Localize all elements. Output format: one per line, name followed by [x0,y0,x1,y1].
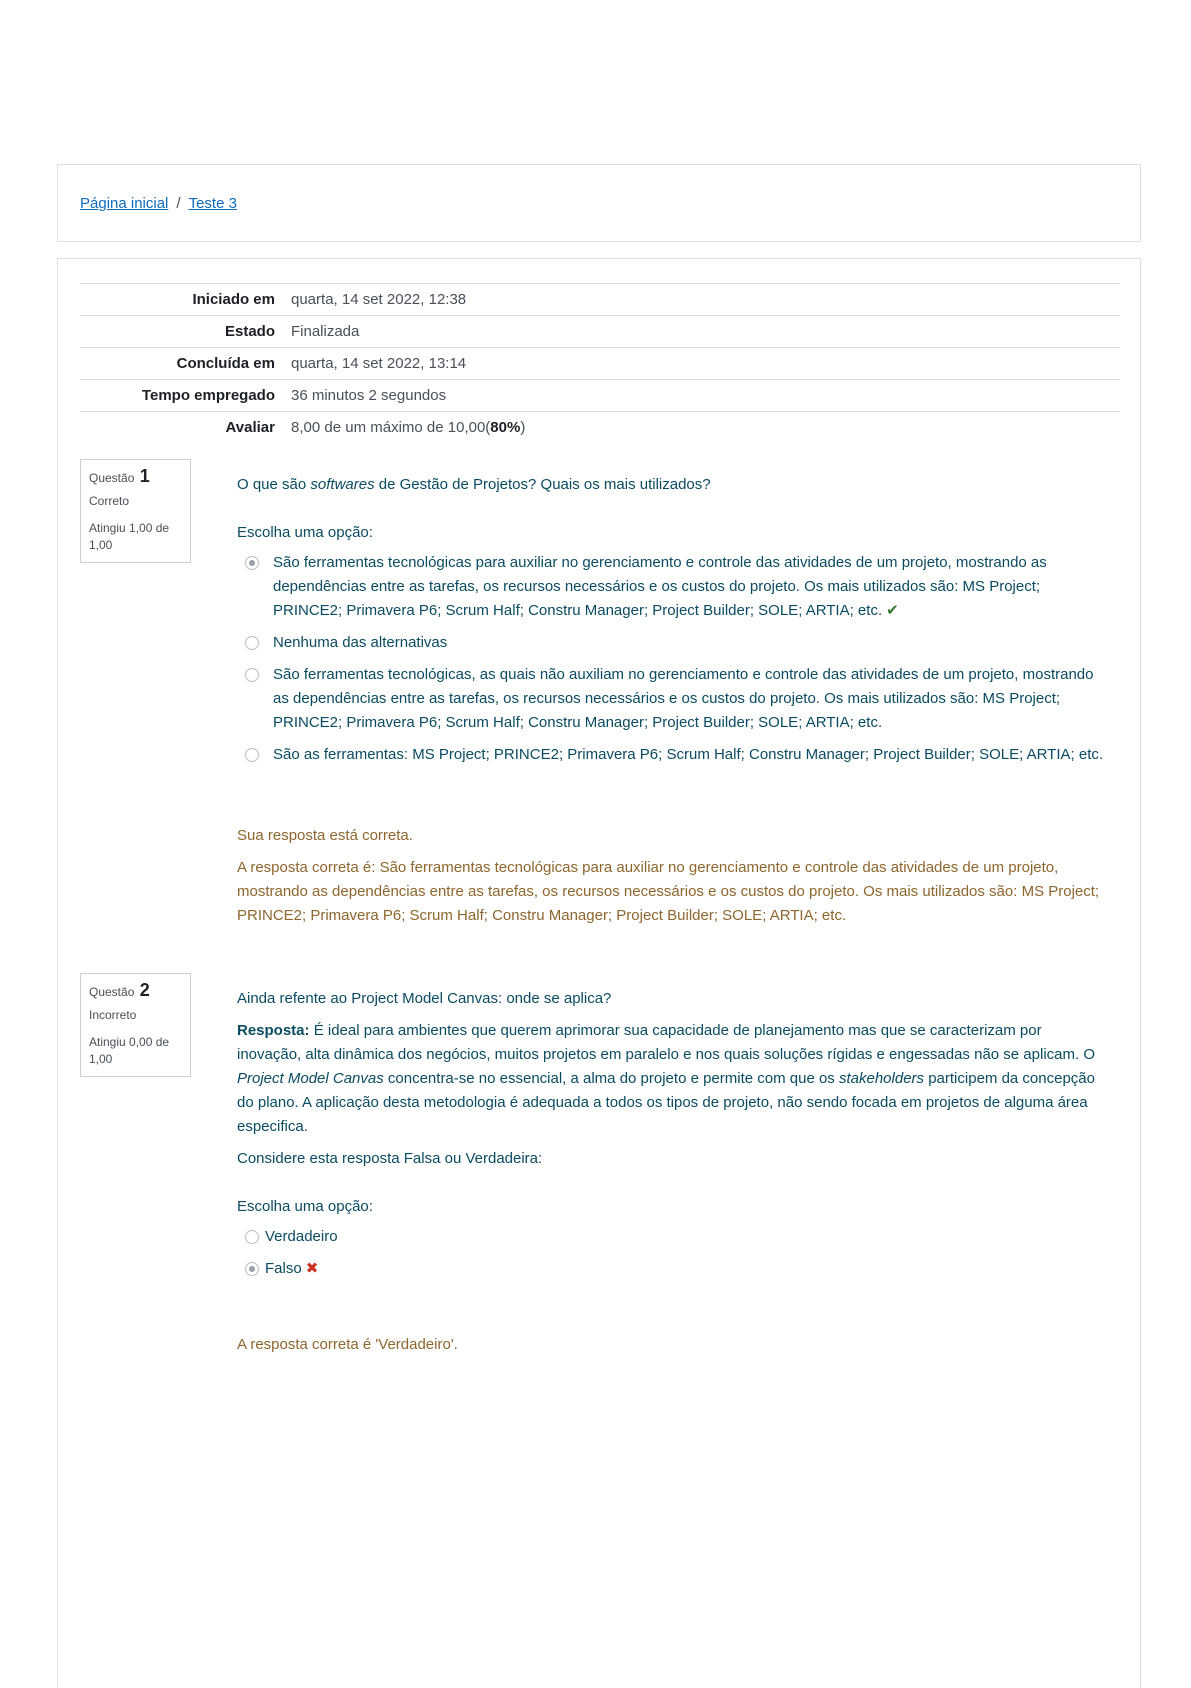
question-grade: Atingiu 1,00 de 1,00 [89,521,170,552]
summary-label: Avaliar [225,419,275,436]
feedback-right-answer: A resposta correta é: São ferramentas tecnológicas para auxiliar no gerenciamento e controle das atividades de um projeto, mostrando as dependências entre as tarefas, os recursos necessários e os custos do projeto. Os mais utilizados são: MS Project; PRINCE2; Primavera P6; Scrum Half; Constru Manager; Project Builder; SOLE; ARTIA; etc. [237,859,1100,924]
option-text: São as ferramentas: MS Project; PRINCE2; Primavera P6; Scrum Half; Constru Manager; Project Builder; SOLE; ARTIA; etc. [273,746,1104,763]
answer-option-true[interactable] [237,1225,1107,1249]
correct-check-icon: ✔ [886,602,899,619]
grade-score: 8,00 [291,419,321,436]
feedback-status: Sua resposta está correta. [237,827,413,844]
question-state: Incorreto [89,1008,137,1022]
question-number: 2 [139,980,150,1000]
answer-option-d[interactable] [237,743,1107,767]
question-1-feedback [237,824,1107,928]
summary-row-time-taken [80,380,1120,412]
breadcrumb [80,195,237,212]
grade-close: ) [520,419,526,436]
summary-row-started [80,284,1120,316]
answer-option-a[interactable] [237,551,1107,623]
option-text: São ferramentas tecnológicas, as quais não auxiliam no gerenciamento e controle das atividades de um projeto, mostrando as dependências entre as tarefas, os recursos necessários e os custos do projeto. Os mais utilizados são: MS Project; PRINCE2; Primavera P6; Scrum Half; Constru Manager; Project Builder; SOLE; ARTIA; etc. [273,666,1094,731]
summary-label: Iniciado em [192,291,275,308]
answer-option-b[interactable] [237,631,1107,655]
incorrect-cross-icon: ✖ [305,1260,319,1277]
option-text: Falso [265,1260,302,1277]
summary-row-state [80,316,1120,348]
answer-prompt: Escolha uma opção: [237,1198,373,1215]
question-label: Questão [89,985,135,999]
attempt-summary-table [80,283,1120,443]
grade-max: de um máximo de 10,00( [320,419,491,436]
option-text: Nenhuma das alternativas [273,634,448,651]
breadcrumb-separator: / [176,195,181,212]
summary-label: Estado [224,323,275,340]
summary-label: Concluída em [176,355,275,372]
breadcrumb-card [57,164,1141,242]
radio-icon[interactable] [245,748,259,762]
answer-prompt: Escolha uma opção: [237,524,373,541]
summary-row-completed [80,348,1120,380]
radio-icon[interactable] [245,636,259,650]
summary-value: quarta, 14 set 2022, 13:14 [291,355,467,372]
question-text: Ainda refente ao Project Model Canvas: onde se aplica? [237,990,612,1007]
question-2-feedback [237,1333,1107,1357]
question-instruction: Considere esta resposta Falsa ou Verdadeira: [237,1150,543,1167]
summary-value: 36 minutos 2 segundos [291,387,447,404]
question-1-body [237,473,1107,767]
radio-icon[interactable] [245,1230,259,1244]
summary-label: Tempo empregado [141,387,275,404]
answer-option-false[interactable] [237,1257,1107,1281]
summary-row-grade [80,412,1120,444]
radio-selected-icon[interactable] [245,556,259,570]
question-1-info [80,459,191,563]
summary-value: Finalizada [291,323,360,340]
breadcrumb-quiz-link[interactable]: Teste 3 [188,195,237,212]
summary-value [291,412,1120,444]
grade-percent: 80% [490,419,521,436]
radio-selected-icon[interactable] [245,1262,259,1276]
question-label: Questão [89,471,135,485]
quiz-review-card [57,258,1141,1688]
question-number: 1 [139,466,150,486]
summary-value: quarta, 14 set 2022, 12:38 [291,291,467,308]
question-text: O que são softwares de Gestão de Projetos? Quais os mais utilizados? [237,476,711,493]
option-text: Verdadeiro [265,1228,338,1245]
question-grade: Atingiu 0,00 de 1,00 [89,1035,170,1066]
question-state: Correto [89,494,130,508]
question-statement: Resposta: É ideal para ambientes que querem aprimorar sua capacidade de planejamento mas que se caracterizam por inovação, alta dinâmica dos negócios, muitos projetos em paralelo e nos quais soluções rígidas e engessadas não se aplicam. O Project Model Canvas concentra-se no essencial, a alma do projeto e permite com que os stakeholders participem da concepção do plano. A aplicação desta metodologia é adequada a todos os tipos de projeto, não sendo focada em projetos de alguma área especifica. [237,1022,1095,1135]
option-text: São ferramentas tecnológicas para auxiliar no gerenciamento e controle das atividades de um projeto, mostrando as dependências entre as tarefas, os recursos necessários e os custos do projeto. Os mais utilizados são: MS Project; PRINCE2; Primavera P6; Scrum Half; Constru Manager; Project Builder; SOLE; ARTIA; etc. [273,554,1047,619]
feedback-right-answer: A resposta correta é 'Verdadeiro'. [237,1336,458,1353]
radio-icon[interactable] [245,668,259,682]
breadcrumb-home-link[interactable]: Página inicial [80,195,169,212]
answer-option-c[interactable] [237,663,1107,735]
question-2-info [80,973,191,1077]
question-2-body [237,987,1107,1281]
